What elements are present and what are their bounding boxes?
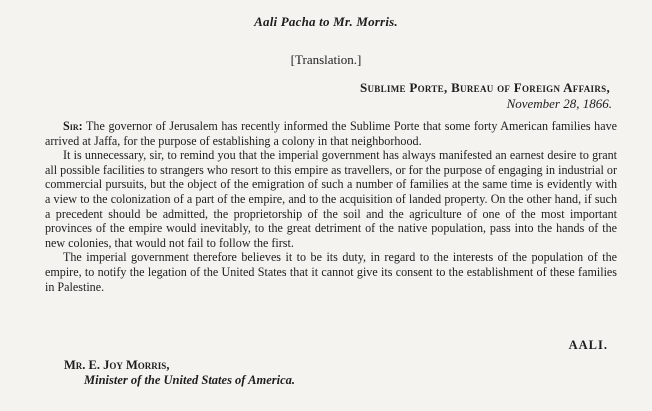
letter-body: [45, 119, 617, 294]
salutation: Sir:: [63, 119, 83, 133]
addressee-title: Minister of the United States of America.: [84, 373, 295, 387]
letter-date: November 28, 1866.: [506, 96, 612, 111]
paragraph-3: The imperial government therefore believes it to be its duty, in regard to the interests of the population of the empire, to notify the legation of the United States that it cannot give its consent to the establishment of these families in Palestine.: [45, 250, 617, 294]
paragraph-2: It is unnecessary, sir, to remind you that the imperial government has always manifested an earnest desire to grant all possible facilities to strangers who resort to this empire as travellers, or for the purpose of engaging in industrial or commercial pursuits, but the object of the emigration of such a number of families at the same time is evidently with a view to the colonization of a part of the empire, and to the acquisition of landed property. On the other hand, if such a precedent should be admitted, the proprietorship of the soil and the agriculture of one of the most important provinces of the empire would inevitably, to the great detriment of the native population, pass into the hands of the new colonies, that would not fail to follow the first.: [45, 148, 617, 250]
translation-note: [Translation.]: [290, 52, 362, 67]
letter-title: Aali Pacha to Mr. Morris.: [254, 14, 398, 29]
paragraph-1-text: The governor of Jerusalem has recently informed the Sublime Porte that some forty American families have arrived at Jaffa, for the purpose of establishing a colony in that neighborhood.: [45, 119, 617, 148]
paragraph-1: [45, 119, 617, 148]
addressee-name: Mr. E. Joy Morris,: [64, 358, 170, 372]
signature: AALI.: [568, 338, 608, 352]
office-heading: Sublime Porte, Bureau of Foreign Affairs,: [359, 80, 610, 95]
